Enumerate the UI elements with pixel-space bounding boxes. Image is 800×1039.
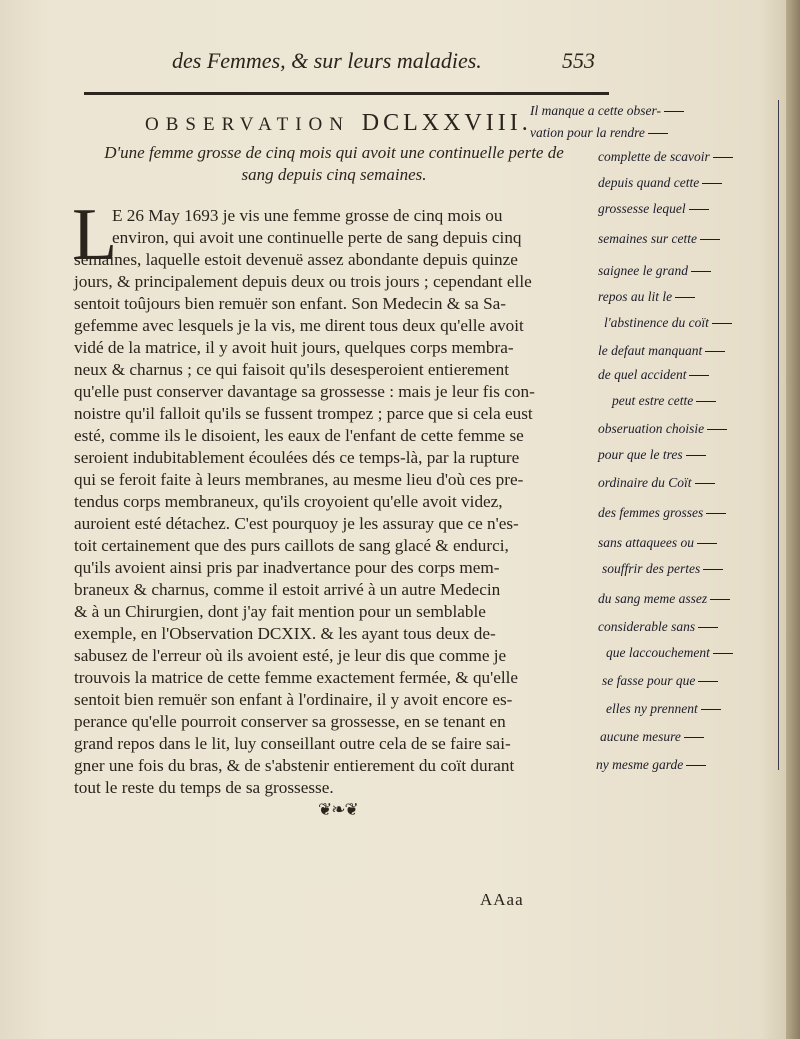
subtitle-line-2: sang depuis cinq semaines. (241, 165, 427, 184)
body-line: seroient indubitablement écoulées dés ce temps-là, par la rupture (74, 448, 520, 467)
body-line: jours, & principalement depuis deux ou trois jours ; cependant elle (74, 272, 532, 291)
body-line: vidé de la matrice, il y avoit huit jours, quelques corps membra- (74, 338, 514, 357)
body-line: exemple, en l'Observation DCXIX. & les ayant tous deux de- (74, 624, 496, 643)
body-line: neux & charnus ; ce qui faisoit qu'ils desesperoient entierement (74, 360, 510, 379)
margin-note: complette de scavoir (598, 148, 733, 166)
body-line: E 26 May 1693 je vis une femme grosse de cinq mois ou (112, 206, 503, 225)
running-title: des Femmes, & sur leurs maladies. (172, 48, 482, 73)
body-line: gefemme avec lesquels je la vis, me dirent tous deux qu'elle avoit (74, 316, 524, 335)
body-line: qui se feroit faite à leurs membranes, au mesme lieu d'où ces pre- (74, 470, 524, 489)
body-line: toit certainement que des purs caillots de sang glacé & endurci, (74, 536, 509, 555)
margin-note: sans attaquees ou (598, 534, 717, 552)
body-line: tout le reste du temps de sa grossesse. (74, 778, 334, 797)
running-head (0, 46, 620, 76)
body-line: sentoit toûjours bien remuër son enfant. Son Medecin & sa Sa- (74, 294, 506, 313)
body-line: auroient esté détachez. C'est pourquoy je les assuray que ce n'es- (74, 514, 519, 533)
margin-note: pour que le tres (598, 446, 706, 464)
margin-note: Il manque a cette obser- (530, 102, 684, 120)
header-rule (84, 92, 609, 95)
margin-note: l'abstinence du coït (604, 314, 732, 332)
body-line: sabusez de l'erreur où ils avoient esté, je leur dis que comme je (74, 646, 507, 665)
signature-mark: AAaa (480, 890, 524, 909)
observation-number: DCLXXVIII. (361, 110, 532, 136)
observation-heading (145, 110, 532, 137)
margin-note: le defaut manquant (598, 342, 725, 360)
body-line: qu'elle pust conserver davantage sa grossesse : mais je leur fis con- (74, 382, 535, 401)
margin-note: ordinaire du Coït (598, 474, 715, 492)
body-line: environ, qui avoit une continuelle perte de sang depuis cinq (112, 228, 522, 247)
margin-note: depuis quand cette (598, 174, 722, 192)
body-line: sentoit bien remuër son enfant à l'ordinaire, il y avoit encore es- (74, 690, 513, 709)
margin-note: peut estre cette (612, 392, 716, 410)
body-line: esté, comme ils le disoient, les eaux de l'enfant de cette femme se (74, 426, 524, 445)
drop-cap: L (72, 194, 118, 276)
observation-subtitle (74, 142, 594, 186)
observation-word: OBSERVATION (145, 114, 350, 135)
margin-note: semaines sur cette (598, 230, 720, 248)
body-line: qu'ils avoient ainsi pris par inadvertance pour des corps mem- (74, 558, 500, 577)
margin-note: de quel accident (598, 366, 709, 384)
margin-note: des femmes grosses (598, 504, 726, 522)
margin-note: aucune mesure (600, 728, 704, 746)
margin-rule (778, 100, 779, 770)
body-line: tendus corps membraneux, qu'ils croyoient qu'elle avoit videz, (74, 492, 503, 511)
body-line: noistre qu'il falloit qu'ils se fussent trompez ; parce que si cela eust (74, 404, 533, 423)
body-line: braneux & charnus, comme il estoit arrivé à un autre Medecin (74, 580, 501, 599)
margin-note: que laccouchement (606, 644, 733, 662)
page-number: 553 (562, 48, 595, 73)
subtitle-line-1: D'une femme grosse de cinq mois qui avoit une continuelle perte de (104, 143, 564, 162)
book-spine (786, 0, 800, 1039)
printer-ornament: ❦❧❦ (318, 800, 358, 820)
margin-note: vation pour la rendre (530, 124, 668, 142)
margin-note: repos au lit le (598, 288, 695, 306)
margin-note: du sang meme assez (598, 590, 730, 608)
body-line: semaines, laquelle estoit devenuë assez abondante depuis quinze (74, 250, 518, 269)
margin-note: grossesse lequel (598, 200, 709, 218)
body-line: trouvois la matrice de cette femme exactement fermée, & qu'elle (74, 668, 519, 687)
margin-note: souffrir des pertes (602, 560, 723, 578)
margin-note: obseruation choisie (598, 420, 727, 438)
body-line: perance qu'elle pourroit conserver sa grossesse, en se tenant en (74, 712, 506, 731)
margin-note: elles ny prennent (606, 700, 721, 718)
margin-note: se fasse pour que (602, 672, 718, 690)
margin-note: saignee le grand (598, 262, 711, 280)
margin-note: considerable sans (598, 618, 718, 636)
margin-note: ny mesme garde (596, 756, 706, 774)
body-line: grand repos dans le lit, luy conseillant outre cela de se faire sai- (74, 734, 511, 753)
body-line: gner une fois du bras, & de s'abstenir entierement du coït durant (74, 756, 515, 775)
body-line: & à un Chirurgien, dont j'ay fait mention pour un semblable (74, 602, 486, 621)
